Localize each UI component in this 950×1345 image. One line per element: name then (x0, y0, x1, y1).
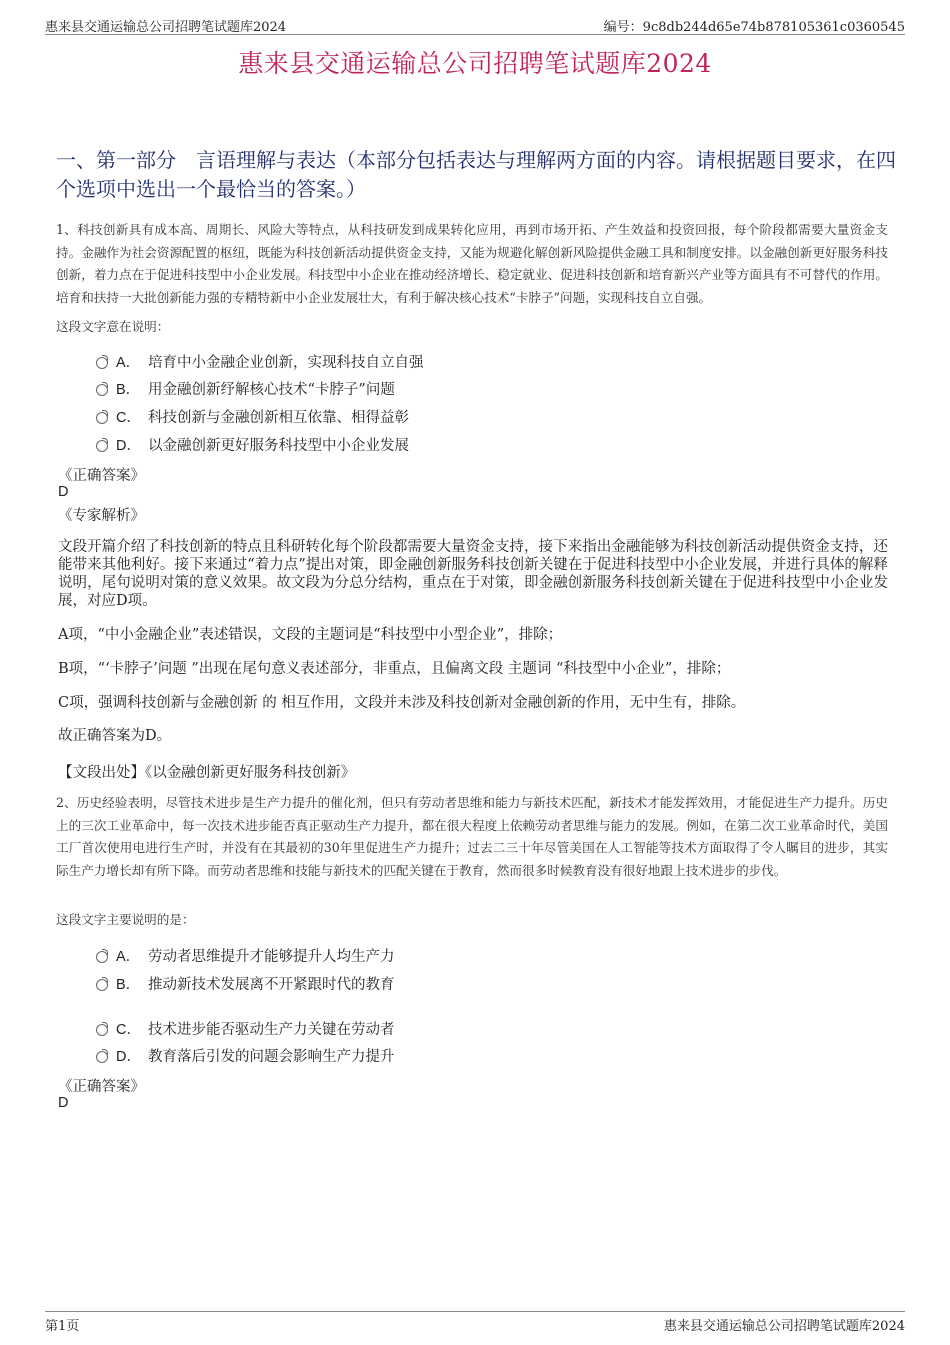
question-1-option-a[interactable]: A． 培育中小金融企业创新，实现科技自立自强 (96, 351, 424, 372)
analysis-conclusion: 故正确答案为D。 (58, 728, 172, 744)
radio-icon[interactable] (96, 951, 108, 963)
question-2-option-a[interactable]: A． 劳动者思维提升才能够提升人均生产力 (96, 945, 395, 966)
analysis-paragraph: B项，“‘卡脖子’问题 ”出现在尾句意义表述部分，非重点，且偏离文段 主题词 “科技型中小企业”，排除； (58, 661, 731, 677)
question-2-text: 2、历史经验表明，尽管技术进步是生产力提升的催化剂，但只有劳动者思维和能力与新技术匹配，新技术才能发挥效用，才能促进生产力提升。历史上的三次工业革命中，每一次技术进步能否真正驱动生产力提升，都在很大程度上依赖劳动者思维与能力的发展。例如，在第二次工业革命时代，美国工厂首次使用电进行生产时，并没有在其最初的30年里促进生产力提升；过去二三十年尽管美国在人工智能等技术方面取得了令人瞩目的进步，其实际生产力增长却有所下降。而劳动者思维和技能与新技术的匹配关键在于教育，然而很多时候教育没有很好地跟上技术进步的步伐。 (56, 795, 888, 878)
analysis-paragraph: A项，“中小金融企业”表述错误，文段的主题词是“科技型中小型企业”，排除； (58, 627, 563, 643)
question-1-option-d[interactable]: D． 以金融创新更好服务科技型中小企业发展 (96, 434, 409, 455)
answer-label: 《正确答案》 (58, 468, 145, 484)
section-heading: 一、第一部分 言语理解与表达（本部分包括表达与理解两方面的内容。请根据题目要求，在四个选项中选出一个最恰当的答案。） (56, 148, 896, 201)
answer-value: D (58, 1095, 69, 1111)
question-2-prompt: 这段文字主要说明的是： (56, 912, 195, 927)
radio-icon[interactable] (96, 384, 108, 396)
radio-icon[interactable] (96, 979, 108, 991)
radio-icon[interactable] (96, 1024, 108, 1036)
question-2-option-d[interactable]: D． 教育落后引发的问题会影响生产力提升 (96, 1045, 395, 1066)
page-header (45, 14, 905, 35)
radio-icon[interactable] (96, 412, 108, 424)
page-number: 第1页 (45, 1319, 80, 1334)
question-1-option-b[interactable]: B． 用金融创新纾解核心技术“卡脖子”问题 (96, 378, 395, 399)
header-doc-id: 编号：9c8db244d65e74b878105361c0360545 (603, 20, 905, 35)
header-doc-title: 惠来县交通运输总公司招聘笔试题库2024 (45, 20, 287, 35)
answer-value: D (58, 484, 69, 500)
radio-icon[interactable] (96, 357, 108, 369)
page-footer (45, 1311, 905, 1332)
analysis-paragraph: C项，强调科技创新与金融创新 的 相互作用，文段并未涉及科技创新对金融创新的作用，无中生有，排除。 (58, 695, 746, 711)
question-1-prompt: 这段文字意在说明： (56, 319, 170, 334)
source-citation: 【文段出处】《以金融创新更好服务科技创新》 (58, 765, 356, 781)
question-2-option-b[interactable]: B． 推动新技术发展离不开紧跟时代的教育 (96, 973, 395, 994)
analysis-paragraph: 文段开篇介绍了科技创新的特点且科研转化每个阶段都需要大量资金支持，接下来指出金融能够为科技创新活动提供资金支持，还能带来其他利好。接下来通过“着力点”提出对策，即金融创新服务科技创新关键在于促进科技型中小企业发展，并进行具体的解释说明，尾句说明对策的意义效果。故文段为分总分结构，重点在于对策，即金融创新服务科技创新关键在于促进科技型中小企业发展，对应D项。 (58, 539, 888, 609)
analysis-label: 《专家解析》 (58, 508, 145, 524)
question-2-option-c[interactable]: C． 技术进步能否驱动生产力关键在劳动者 (96, 1018, 395, 1039)
footer-doc-title: 惠来县交通运输总公司招聘笔试题库2024 (663, 1319, 905, 1334)
question-1-text: 1、科技创新具有成本高、周期长、风险大等特点，从科技研发到成果转化应用，再到市场开拓、产生效益和投资回报，每个阶段都需要大量资金支持。金融作为社会资源配置的枢纽，既能为科技创新活动提供资金支持，又能为规避化解创新风险提供金融工具和制度安排。以金融创新更好服务科技创新，着力点在于促进科技型中小企业发展。科技型中小企业在推动经济增长、稳定就业、促进科技创新和培育新兴产业等方面具有不可替代的作用。培育和扶持一大批创新能力强的专精特新中小企业发展壮大，有利于解决核心技术“卡脖子”问题，实现科技自立自强。 (56, 222, 888, 305)
question-1-option-c[interactable]: C． 科技创新与金融创新相互依靠、相得益彰 (96, 406, 409, 427)
radio-icon[interactable] (96, 440, 108, 452)
page-title: 惠来县交通运输总公司招聘笔试题库2024 (238, 49, 712, 78)
answer-label: 《正确答案》 (58, 1079, 145, 1095)
radio-icon[interactable] (96, 1051, 108, 1063)
